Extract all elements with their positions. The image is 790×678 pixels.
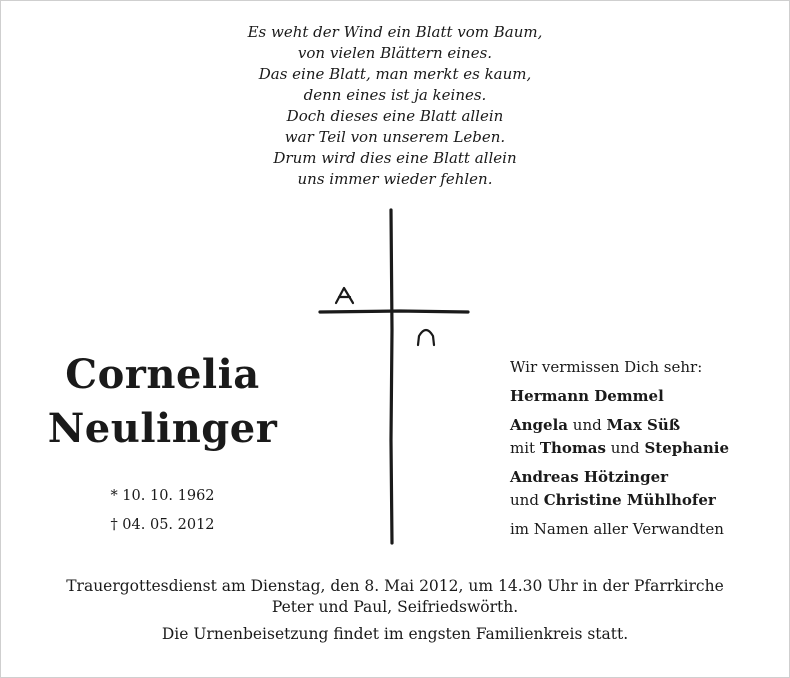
mourner-name: Angela <box>510 416 568 434</box>
deceased-name <box>30 348 295 456</box>
mourner-name: Thomas <box>539 439 606 457</box>
service-line: Peter und Paul, Seifriedswörth. <box>271 598 519 616</box>
mourner-line <box>510 437 780 460</box>
cross-icon <box>300 200 490 555</box>
mourners-closing: im Namen aller Verwandten <box>510 520 724 538</box>
first-name: Cornelia <box>65 351 260 398</box>
poem-line: von vielen Blättern eines. <box>297 44 493 62</box>
conjunction: und <box>610 439 640 457</box>
mourner-name: Andreas Hötzinger <box>510 468 669 486</box>
poem-line: Doch dieses eine Blatt allein <box>286 107 504 125</box>
mourners-list <box>510 356 780 541</box>
death-date: † 04. 05. 2012 <box>110 517 215 533</box>
birth-date: * 10. 10. 1962 <box>110 488 215 504</box>
poem-line: denn eines ist ja keines. <box>303 86 487 104</box>
conjunction: und <box>510 491 539 509</box>
poem-line: Das eine Blatt, man merkt es kaum, <box>258 65 532 83</box>
cross-horizontal-beam <box>320 311 468 312</box>
preposition: mit <box>510 439 536 457</box>
service-line: Trauergottesdienst am Dienstag, den 8. Mai 2012, um 14.30 Uhr in der Pfarrkirche <box>66 577 724 595</box>
life-dates <box>30 482 295 540</box>
service-info <box>0 576 790 645</box>
last-name: Neulinger <box>47 405 278 452</box>
poem-line: Es weht der Wind ein Blatt vom Baum, <box>247 23 543 41</box>
poem-line: Drum wird dies eine Blatt allein <box>273 149 517 167</box>
mourner-line <box>510 489 780 512</box>
poem-line: war Teil von unserem Leben. <box>284 128 506 146</box>
alpha-icon <box>336 288 353 303</box>
mourner-name: Hermann Demmel <box>510 387 664 405</box>
mourner-name: Max Süß <box>606 416 681 434</box>
poem <box>0 22 790 190</box>
mourner-line <box>510 466 780 489</box>
urn-burial-note: Die Urnenbeisetzung findet im engsten Familienkreis statt. <box>161 625 629 643</box>
poem-line: uns immer wieder fehlen. <box>297 170 493 188</box>
cross-vertical-beam <box>391 210 392 543</box>
mourners-intro: Wir vermissen Dich sehr: <box>510 358 703 376</box>
conjunction: und <box>572 416 602 434</box>
mourner-line <box>510 385 780 408</box>
mourner-line <box>510 414 780 437</box>
omega-icon <box>418 330 434 345</box>
mourner-name: Christine Mühlhofer <box>543 491 716 509</box>
mourner-name: Stephanie <box>644 439 730 457</box>
